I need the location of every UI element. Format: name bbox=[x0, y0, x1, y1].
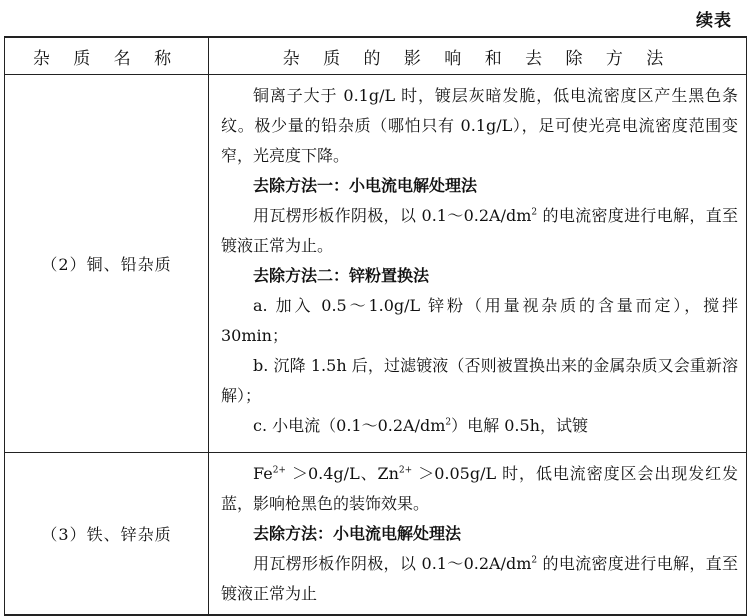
paragraph: b. 沉降 1.5h 后，过滤镀液（否则被置换出来的金属杂质又会重新溶解）； bbox=[221, 356, 738, 405]
text-segment: 的电流密度进行电解，直至镀液正常为止 bbox=[221, 554, 739, 603]
paragraph-heading: 去除方法二：锌粉置换法 bbox=[253, 266, 430, 285]
text-segment: ＞0.4g/L、Zn bbox=[285, 464, 399, 483]
text-segment: 的电流密度进行电解，直至镀液正常为止。 bbox=[221, 206, 739, 255]
text-segment: ＞0.05g/L 时，低电流密度区会出现发红发蓝，影响枪黑色的装饰效果。 bbox=[221, 464, 739, 513]
header-effect-and-removal: 杂 质 的 影 响 和 去 除 方 法 bbox=[209, 37, 747, 75]
impurity-description-cell bbox=[209, 75, 747, 453]
superscript: 2 bbox=[531, 555, 538, 566]
table-header-row bbox=[5, 37, 747, 75]
text-segment: 用瓦楞形板作阴极，以 0.1～0.2A/dm bbox=[253, 554, 532, 573]
text-segment: Fe bbox=[253, 464, 273, 483]
paragraph bbox=[221, 201, 738, 261]
table-row bbox=[5, 453, 747, 616]
header-impurity-name: 杂 质 名 称 bbox=[5, 37, 209, 75]
impurity-name-cell: （2）铜、铅杂质 bbox=[5, 75, 209, 453]
impurity-table bbox=[4, 36, 747, 616]
paragraph bbox=[221, 411, 738, 441]
paragraph bbox=[221, 459, 738, 519]
paragraph: a. 加入 0.5～1.0g/L 锌粉（用量视杂质的含量而定），搅拌 30min； bbox=[221, 296, 738, 345]
paragraph-heading: 去除方法一：小电流电解处理法 bbox=[253, 176, 478, 195]
superscript: 2+ bbox=[272, 465, 286, 476]
superscript: 2 bbox=[445, 417, 452, 428]
text-segment: c. 小电流（0.1～0.2A/dm bbox=[253, 416, 446, 435]
paragraph: 铜离子大于 0.1g/L 时，镀层灰暗发脆，低电流密度区产生黑色条纹。极少量的铅杂质（哪怕只有 0.1g/L），足可使光亮电流密度范围变窄，光亮度下降。 bbox=[221, 86, 738, 165]
superscript: 2+ bbox=[398, 465, 413, 476]
impurity-name-cell: （3）铁、锌杂质 bbox=[5, 453, 209, 616]
impurity-description-cell bbox=[209, 453, 747, 616]
text-segment: ）电解 0.5h，试镀 bbox=[451, 416, 588, 435]
superscript: 2 bbox=[531, 207, 538, 218]
text-segment: 用瓦楞形板作阴极，以 0.1～0.2A/dm bbox=[253, 206, 532, 225]
paragraph bbox=[221, 549, 738, 609]
table-row bbox=[5, 75, 747, 453]
continued-table-label: 续表 bbox=[696, 11, 732, 31]
paragraph-heading: 去除方法：小电流电解处理法 bbox=[253, 524, 462, 543]
